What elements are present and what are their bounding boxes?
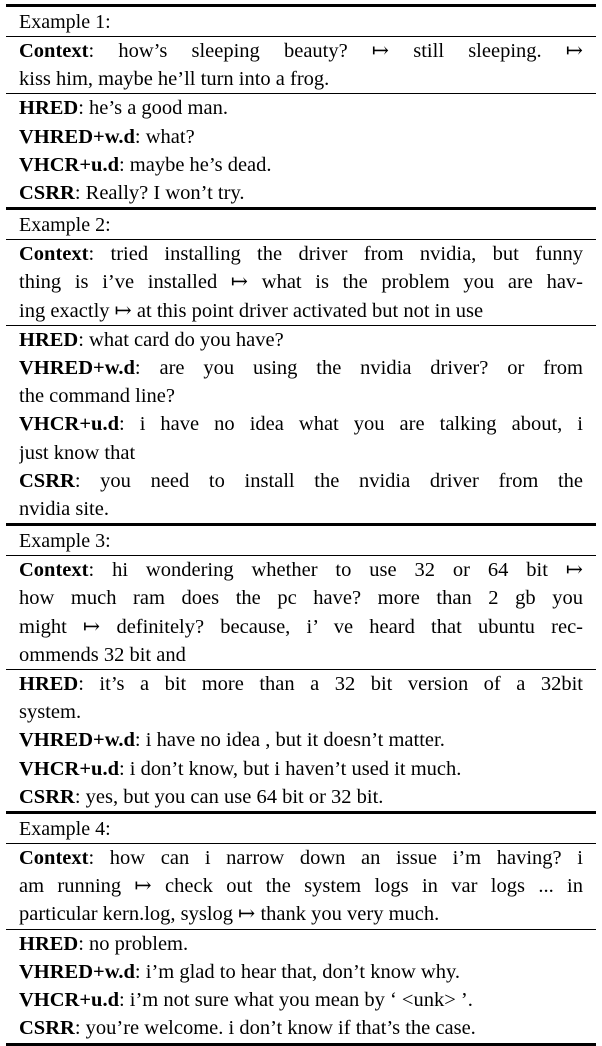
- response-csrr-text: : you need to install the nvidia driver from the: [74, 469, 583, 492]
- response-vhred-w-d-label: VHRED+w.d: [19, 125, 135, 148]
- response-csrr-line: [19, 495, 583, 523]
- response-hred-label: HRED: [19, 932, 79, 955]
- response-vhred-w-d-text: the command line?: [19, 385, 175, 408]
- response-vhred-w-d-line: [19, 726, 583, 754]
- context-entry-line: [19, 240, 583, 268]
- context-entry-line: [19, 844, 583, 872]
- response-hred: [19, 930, 583, 958]
- response-hred-text: system.: [19, 701, 82, 724]
- response-hred-label: HRED: [19, 97, 79, 120]
- response-csrr-line: [19, 1014, 583, 1042]
- response-vhcr-u-d: [19, 151, 583, 179]
- context-block: [6, 844, 596, 929]
- example-title: Example 2:: [19, 214, 111, 237]
- context-entry: [19, 240, 583, 325]
- context-entry-line: [19, 65, 583, 93]
- response-vhcr-u-d-line: [19, 986, 583, 1014]
- response-csrr-label: CSRR: [19, 469, 75, 492]
- context-entry-text: thing is i’ve installed ↦ what is the problem you are hav-: [19, 271, 583, 294]
- response-csrr: [19, 467, 583, 523]
- response-vhred-w-d-line: [19, 382, 583, 410]
- response-vhcr-u-d-text: just know that: [19, 441, 136, 464]
- response-hred-text: : what card do you have?: [78, 328, 284, 351]
- response-vhred-w-d: [19, 354, 583, 410]
- context-entry-label: Context: [19, 243, 89, 266]
- response-vhred-w-d-text: : are you using the nvidia driver? or from: [134, 357, 583, 380]
- context-entry-text: ing exactly ↦ at this point driver activated but not in use: [19, 299, 484, 322]
- response-vhcr-u-d-label: VHCR+u.d: [19, 413, 119, 436]
- response-vhcr-u-d: [19, 986, 583, 1014]
- response-vhcr-u-d-line: [19, 410, 583, 438]
- context-entry-text: might ↦ definitely? because, i’ ve heard that ubuntu rec-: [19, 615, 583, 638]
- response-hred-label: HRED: [19, 328, 79, 351]
- response-vhred-w-d-label: VHRED+w.d: [19, 729, 135, 752]
- context-entry-line: [19, 268, 583, 296]
- context-entry-text: particular kern.log, syslog ↦ thank you very much.: [19, 903, 440, 926]
- context-entry-text: am running ↦ check out the system logs in var logs ... in: [19, 875, 583, 898]
- response-hred-text: : he’s a good man.: [78, 97, 228, 120]
- context-entry-text: : how can i narrow down an issue i’m having? i: [88, 847, 583, 870]
- response-vhcr-u-d-text: : i don’t know, but i haven’t used it much.: [118, 757, 462, 780]
- response-csrr-text: : you’re welcome. i don’t know if that’s the case.: [74, 1017, 476, 1040]
- response-csrr-line: [19, 783, 583, 811]
- context-entry-line: [19, 37, 583, 65]
- context-entry-line: [19, 872, 583, 900]
- response-vhcr-u-d-text: : i have no idea what you are talking about, i: [118, 413, 583, 436]
- context-entry-line: [19, 297, 583, 325]
- response-vhred-w-d: [19, 958, 583, 986]
- example-title: Example 3:: [19, 530, 111, 553]
- context-entry-text: : tried installing the driver from nvidia, but funny: [88, 243, 583, 266]
- response-csrr: [19, 1014, 583, 1042]
- response-vhcr-u-d-line: [19, 151, 583, 179]
- response-csrr-text: : yes, but you can use 64 bit or 32 bit.: [74, 785, 384, 808]
- response-vhcr-u-d-label: VHCR+u.d: [19, 989, 119, 1012]
- response-vhcr-u-d: [19, 755, 583, 783]
- response-hred: [19, 670, 583, 726]
- context-entry: [19, 844, 583, 929]
- response-vhcr-u-d-label: VHCR+u.d: [19, 153, 119, 176]
- context-entry-label: Context: [19, 559, 89, 582]
- response-csrr-text: : Really? I won’t try.: [74, 182, 245, 205]
- response-vhred-w-d-line: [19, 123, 583, 151]
- response-vhcr-u-d-text: : maybe he’s dead.: [118, 153, 272, 176]
- response-csrr-line: [19, 467, 583, 495]
- response-hred: [19, 326, 583, 354]
- context-entry-label: Context: [19, 847, 89, 870]
- context-entry-text: : how’s sleeping beauty? ↦ still sleeping. ↦: [88, 40, 583, 62]
- context-entry-line: [19, 641, 583, 669]
- response-csrr: [19, 179, 583, 207]
- response-vhred-w-d-line: [19, 958, 583, 986]
- response-hred-line: [19, 698, 583, 726]
- response-vhred-w-d: [19, 123, 583, 151]
- response-vhcr-u-d-label: VHCR+u.d: [19, 757, 119, 780]
- response-hred-label: HRED: [19, 673, 79, 696]
- context-entry-line: [19, 613, 583, 641]
- response-hred-line: [19, 94, 583, 122]
- responses-block: [6, 94, 596, 207]
- response-csrr-text: nvidia site.: [19, 498, 109, 521]
- response-vhred-w-d-line: [19, 354, 583, 382]
- response-hred-text: : it’s a bit more than a 32 bit version of a 32bit: [78, 673, 583, 696]
- response-vhred-w-d-text: : what?: [134, 125, 195, 148]
- response-hred-line: [19, 326, 583, 354]
- context-block: [6, 37, 596, 93]
- response-vhcr-u-d-line: [19, 755, 583, 783]
- response-csrr-label: CSRR: [19, 785, 75, 808]
- response-csrr-label: CSRR: [19, 182, 75, 205]
- response-csrr-line: [19, 179, 583, 207]
- examples-table: [6, 4, 596, 1046]
- context-entry: [19, 37, 583, 93]
- response-vhcr-u-d-text: : i’m not sure what you mean by ‘ <unk> ’.: [118, 989, 473, 1012]
- context-entry-text: how much ram does the pc have? more than 2 gb you: [19, 587, 583, 610]
- context-entry-line: [19, 584, 583, 612]
- response-csrr-label: CSRR: [19, 1017, 75, 1040]
- response-vhred-w-d-label: VHRED+w.d: [19, 357, 135, 380]
- context-entry-text: ommends 32 bit and: [19, 643, 186, 666]
- context-entry-text: kiss him, maybe he’ll turn into a frog.: [19, 68, 330, 91]
- responses-block: [6, 670, 596, 811]
- response-vhred-w-d: [19, 726, 583, 754]
- response-hred-line: [19, 670, 583, 698]
- response-vhred-w-d-text: : i’m glad to hear that, don’t know why.: [134, 960, 461, 983]
- response-vhred-w-d-text: : i have no idea , but it doesn’t matter.: [134, 729, 445, 752]
- context-entry: [19, 556, 583, 669]
- context-entry-line: [19, 556, 583, 584]
- response-vhred-w-d-label: VHRED+w.d: [19, 960, 135, 983]
- response-csrr: [19, 783, 583, 811]
- context-block: [6, 240, 596, 325]
- response-hred-text: : no problem.: [78, 932, 189, 955]
- example-title: Example 4:: [19, 818, 111, 841]
- response-hred: [19, 94, 583, 122]
- context-entry-line: [19, 900, 583, 928]
- context-entry-label: Context: [19, 40, 89, 62]
- context-entry-text: : hi wondering whether to use 32 or 64 bit ↦: [88, 559, 583, 582]
- responses-block: [6, 930, 596, 1043]
- response-vhcr-u-d: [19, 410, 583, 466]
- thick-rule: [6, 1043, 596, 1046]
- responses-block: [6, 326, 596, 523]
- response-hred-line: [19, 930, 583, 958]
- response-vhcr-u-d-line: [19, 439, 583, 467]
- context-block: [6, 556, 596, 669]
- example-title: Example 1:: [19, 11, 111, 33]
